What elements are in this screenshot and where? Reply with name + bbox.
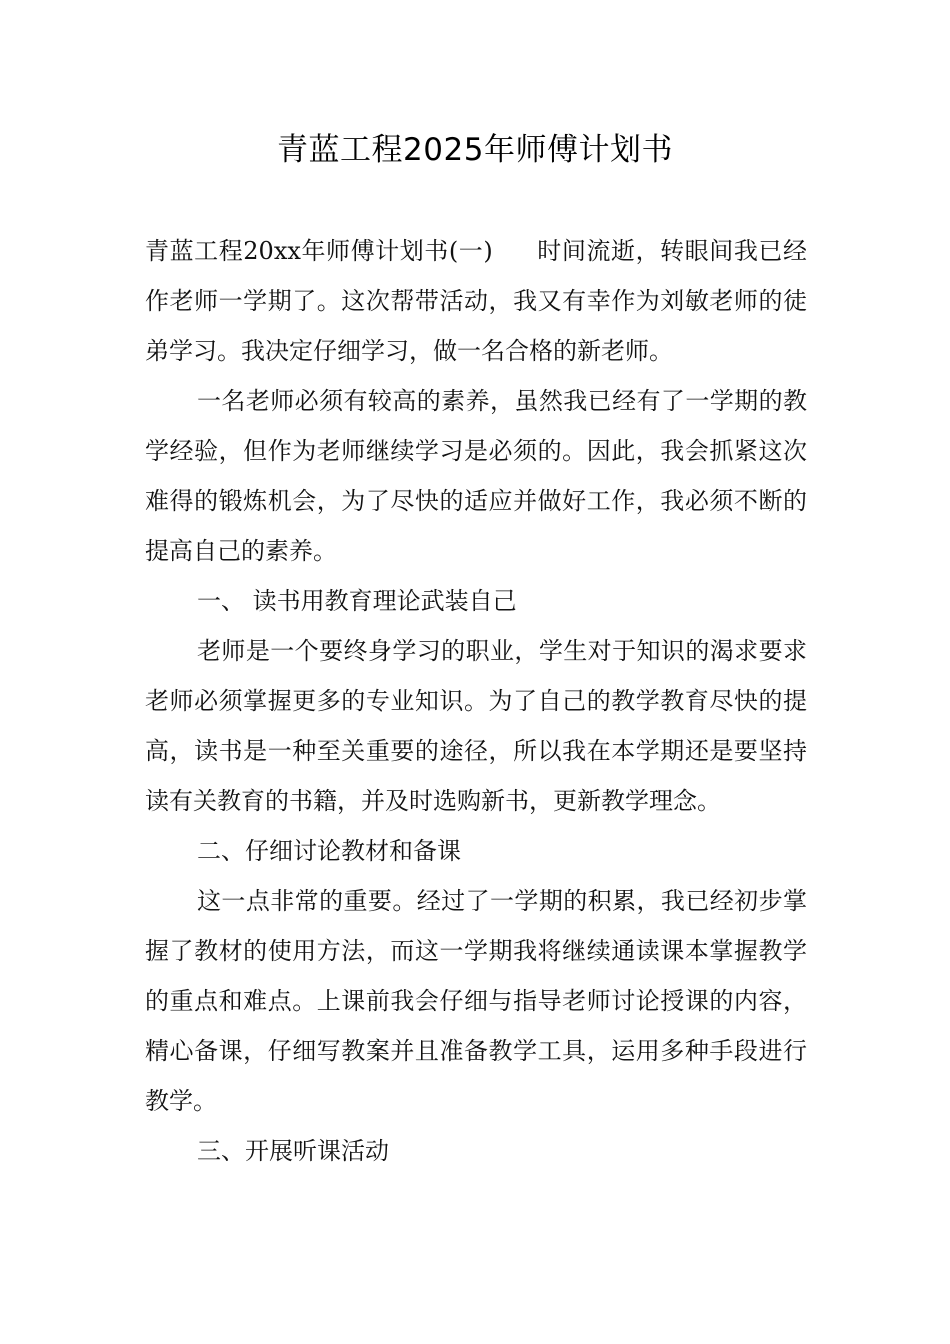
paragraph-textbook: 这一点非常的重要。经过了一学期的积累，我已经初步掌握了教材的使用方法，而这一学期我将继续通读课本掌握教学的重点和难点。上课前我会仔细与指导老师讨论授课的内容，精心备课，仔细写教案并且准备教学工具，运用多种手段进行教学。	[145, 887, 807, 1115]
paragraph-literacy: 一名老师必须有较高的素养，虽然我已经有了一学期的教学经验，但作为老师继续学习是必须的。因此，我会抓紧这次难得的锻炼机会，为了尽快的适应并做好工作，我必须不断的提高自己的素养。	[145, 387, 807, 565]
document-title: 青蓝工程2025年师傅计划书	[277, 132, 673, 168]
section-heading-reading: 一、 读书用教育理论武装自己	[197, 587, 517, 615]
section-heading-lesson-observation: 三、开展听课活动	[197, 1137, 389, 1165]
intro-text: 时间流逝，转眼间我已经作老师一学期了。这次帮带活动，我又有幸作为刘敏老师的徒弟学习。我决定仔细学习，做一名合格的新老师。	[145, 237, 807, 365]
paragraph-reading: 老师是一个要终身学习的职业，学生对于知识的渴求要求老师必须掌握更多的专业知识。为了自己的教学教育尽快的提高，读书是一种至关重要的途径，所以我在本学期还是要坚持读有关教育的书籍，并及时选购新书，更新教学理念。	[145, 637, 807, 815]
intro-paragraph	[145, 226, 807, 376]
section-heading-textbook: 二、仔细讨论教材和备课	[197, 837, 461, 865]
intro-heading: 青蓝工程20xx年师傅计划书(一)	[145, 237, 493, 265]
document-body	[145, 226, 807, 1176]
